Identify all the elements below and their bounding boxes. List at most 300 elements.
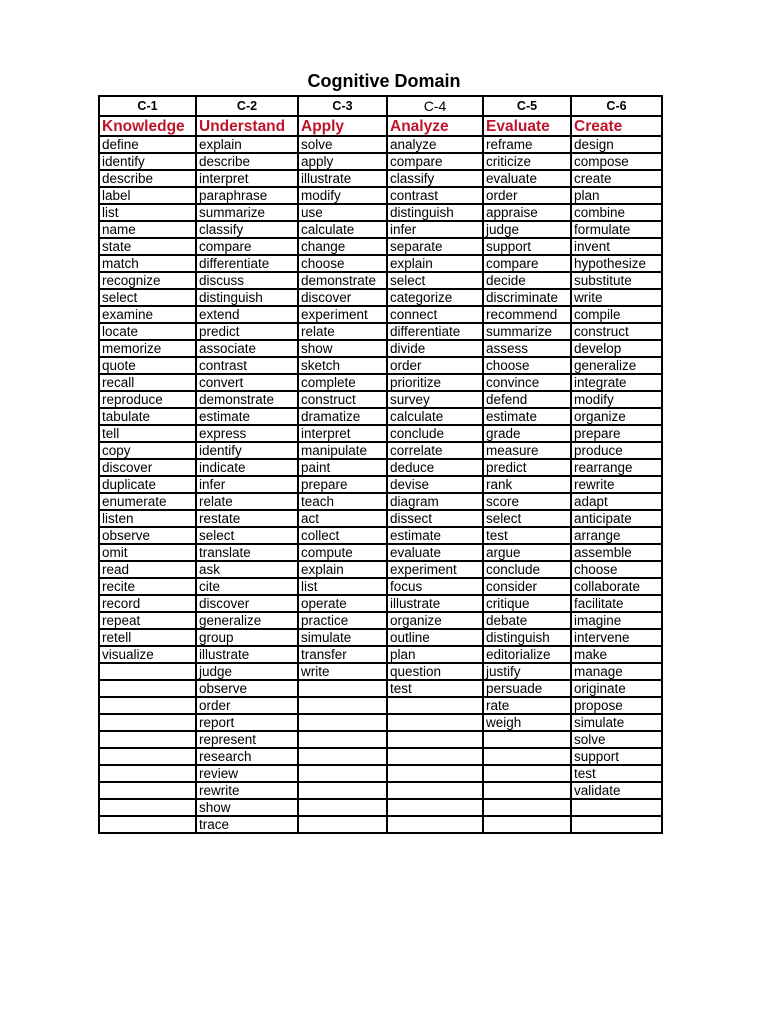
verb-cell: organize [571,408,662,425]
verb-cell: prepare [571,425,662,442]
verb-cell: discriminate [483,289,571,306]
verb-cell [99,765,196,782]
table-row [99,425,662,442]
verb-cell: manage [571,663,662,680]
verb-cell: create [571,170,662,187]
verb-cell [483,782,571,799]
verb-cell: calculate [298,221,387,238]
verb-cell [99,782,196,799]
verb-cell: compare [196,238,298,255]
verb-cell: support [571,748,662,765]
verb-cell [298,748,387,765]
verb-cell: state [99,238,196,255]
verb-cell [99,816,196,833]
verb-cell: predict [483,459,571,476]
level-code: C-2 [196,96,298,116]
verb-cell: categorize [387,289,483,306]
verb-cell: collect [298,527,387,544]
verb-cell: change [298,238,387,255]
verb-cell [298,731,387,748]
verb-cell: rewrite [571,476,662,493]
verb-cell [571,799,662,816]
table-row [99,816,662,833]
verb-cell: justify [483,663,571,680]
verb-cell: anticipate [571,510,662,527]
verb-cell: reproduce [99,391,196,408]
verb-cell: explain [196,136,298,153]
verb-cell [387,816,483,833]
verb-cell: summarize [483,323,571,340]
verb-cell: transfer [298,646,387,663]
table-row [99,748,662,765]
verb-cell: make [571,646,662,663]
table-row [99,306,662,323]
verb-cell: summarize [196,204,298,221]
verb-cell: demonstrate [196,391,298,408]
verb-cell [483,748,571,765]
verb-cell: observe [99,527,196,544]
table-row [99,731,662,748]
verb-cell: repeat [99,612,196,629]
table-row [99,289,662,306]
verb-cell: associate [196,340,298,357]
verb-cell [298,782,387,799]
verb-cell [298,765,387,782]
verb-cell: judge [196,663,298,680]
table-row [99,255,662,272]
table-row [99,272,662,289]
verb-cell: experiment [387,561,483,578]
verb-cell: interpret [298,425,387,442]
verb-cell: identify [196,442,298,459]
verb-cell: simulate [571,714,662,731]
verb-cell: review [196,765,298,782]
verb-cell: survey [387,391,483,408]
verb-cell: translate [196,544,298,561]
verb-cell: test [483,527,571,544]
verb-cell: appraise [483,204,571,221]
verb-cell: demonstrate [298,272,387,289]
verb-cell: prioritize [387,374,483,391]
verb-cell: ask [196,561,298,578]
verb-cell [483,731,571,748]
verb-cell [99,663,196,680]
verb-cell: describe [196,153,298,170]
verb-cell: rearrange [571,459,662,476]
verb-cell: test [387,680,483,697]
verb-cell: develop [571,340,662,357]
verb-cell: modify [571,391,662,408]
verb-cell: interpret [196,170,298,187]
verb-cell: correlate [387,442,483,459]
verb-cell [298,680,387,697]
verb-cell: plan [387,646,483,663]
verb-cell: reframe [483,136,571,153]
verb-cell: compose [571,153,662,170]
verb-cell: connect [387,306,483,323]
verb-cell: weigh [483,714,571,731]
verb-cell: separate [387,238,483,255]
verb-cell: quote [99,357,196,374]
verb-cell: write [298,663,387,680]
verb-cell: plan [571,187,662,204]
verb-cell: estimate [196,408,298,425]
verb-cell: enumerate [99,493,196,510]
verb-cell: facilitate [571,595,662,612]
verb-cell: adapt [571,493,662,510]
verb-cell: infer [196,476,298,493]
verb-cell: operate [298,595,387,612]
verb-cell: describe [99,170,196,187]
verb-cell: represent [196,731,298,748]
cognitive-domain-table [98,95,663,834]
verb-cell: rate [483,697,571,714]
level-code: C-3 [298,96,387,116]
category-header: Understand [196,116,298,136]
verb-cell: indicate [196,459,298,476]
verb-cell [99,714,196,731]
verb-cell: rank [483,476,571,493]
verb-cell [298,816,387,833]
verb-cell: relate [298,323,387,340]
verb-cell: order [387,357,483,374]
category-header-row [99,116,662,136]
verb-cell [387,714,483,731]
table-row [99,391,662,408]
verb-cell: judge [483,221,571,238]
verb-cell: deduce [387,459,483,476]
verb-cell: classify [196,221,298,238]
verb-cell: debate [483,612,571,629]
verb-cell: predict [196,323,298,340]
verb-cell: arrange [571,527,662,544]
verb-cell: omit [99,544,196,561]
verb-cell [387,731,483,748]
verb-cell: calculate [387,408,483,425]
verb-cell: measure [483,442,571,459]
verb-cell: sketch [298,357,387,374]
verb-cell: evaluate [387,544,483,561]
verb-cell: illustrate [298,170,387,187]
verb-cell: relate [196,493,298,510]
verb-cell [571,816,662,833]
verb-cell: choose [483,357,571,374]
verb-cell: retell [99,629,196,646]
table-row [99,680,662,697]
verb-cell: contrast [196,357,298,374]
level-code: C-6 [571,96,662,116]
verb-cell: estimate [387,527,483,544]
verb-cell: contrast [387,187,483,204]
verb-cell: convert [196,374,298,391]
verb-cell: read [99,561,196,578]
verb-cell [483,816,571,833]
verb-cell: locate [99,323,196,340]
verb-cell: recommend [483,306,571,323]
verb-cell: infer [387,221,483,238]
verb-cell: rewrite [196,782,298,799]
table-row [99,476,662,493]
verb-cell: compare [483,255,571,272]
table-row [99,714,662,731]
verb-cell: organize [387,612,483,629]
verb-cell [387,748,483,765]
verb-cell: defend [483,391,571,408]
table-row [99,357,662,374]
verb-cell: focus [387,578,483,595]
verb-cell: memorize [99,340,196,357]
table-row [99,612,662,629]
verb-cell: select [196,527,298,544]
verb-cell [387,799,483,816]
verb-cell: outline [387,629,483,646]
table-row [99,510,662,527]
verb-cell: combine [571,204,662,221]
verb-cell: assemble [571,544,662,561]
verb-cell: manipulate [298,442,387,459]
verb-cell [387,697,483,714]
verb-cell: examine [99,306,196,323]
verb-cell: consider [483,578,571,595]
table-row [99,442,662,459]
verb-cell: discuss [196,272,298,289]
verb-cell: research [196,748,298,765]
category-header: Apply [298,116,387,136]
verb-cell: integrate [571,374,662,391]
verb-cell: grade [483,425,571,442]
verb-cell: compile [571,306,662,323]
verb-cell: show [196,799,298,816]
verb-cell [298,697,387,714]
verb-cell: differentiate [387,323,483,340]
verb-cell: define [99,136,196,153]
verb-cell: compute [298,544,387,561]
verb-cell: discover [196,595,298,612]
table-row [99,323,662,340]
verb-cell: divide [387,340,483,357]
table-row [99,408,662,425]
verb-cell: match [99,255,196,272]
verb-cell: illustrate [387,595,483,612]
verb-cell: imagine [571,612,662,629]
verb-cell: extend [196,306,298,323]
verb-cell: classify [387,170,483,187]
verb-cell: simulate [298,629,387,646]
verb-cell: support [483,238,571,255]
verb-cell: dissect [387,510,483,527]
verb-cell: discover [298,289,387,306]
verb-cell: editorialize [483,646,571,663]
table-row [99,578,662,595]
verb-cell: evaluate [483,170,571,187]
verb-cell: explain [387,255,483,272]
verb-cell [99,697,196,714]
verb-cell: generalize [571,357,662,374]
verb-cell: trace [196,816,298,833]
level-code-row [99,96,662,116]
table-row [99,629,662,646]
table-row [99,493,662,510]
verb-cell [387,765,483,782]
verb-cell: act [298,510,387,527]
verb-cell: select [387,272,483,289]
verb-cell: show [298,340,387,357]
verb-cell: listen [99,510,196,527]
verb-cell: write [571,289,662,306]
table-row [99,646,662,663]
table-row [99,153,662,170]
verb-cell: tabulate [99,408,196,425]
verb-cell: score [483,493,571,510]
table-row [99,782,662,799]
verb-cell: visualize [99,646,196,663]
level-code: C-5 [483,96,571,116]
page-title: Cognitive Domain [307,71,461,91]
verb-cell: practice [298,612,387,629]
verb-cell [298,714,387,731]
category-header: Evaluate [483,116,571,136]
verb-cell: distinguish [387,204,483,221]
verb-cell: experiment [298,306,387,323]
verb-cell: conclude [387,425,483,442]
verb-cell: report [196,714,298,731]
verb-cell: question [387,663,483,680]
verb-cell: distinguish [196,289,298,306]
verb-cell [99,731,196,748]
table-row [99,544,662,561]
verb-cell: compare [387,153,483,170]
verb-cell [387,782,483,799]
verb-cell: analyze [387,136,483,153]
verb-cell: order [196,697,298,714]
verb-cell: choose [298,255,387,272]
verb-cell: tell [99,425,196,442]
verb-cell: teach [298,493,387,510]
verb-cell: complete [298,374,387,391]
verb-cell: convince [483,374,571,391]
verb-cell [483,765,571,782]
verb-cell [99,748,196,765]
verb-cell: choose [571,561,662,578]
verb-cell: construct [571,323,662,340]
verb-cell: produce [571,442,662,459]
verb-cell [298,799,387,816]
verb-cell: observe [196,680,298,697]
verb-cell: critique [483,595,571,612]
table-row [99,238,662,255]
verb-cell: conclude [483,561,571,578]
verb-cell: solve [571,731,662,748]
verb-cell: substitute [571,272,662,289]
verb-cell: hypothesize [571,255,662,272]
table-row [99,136,662,153]
verb-cell: prepare [298,476,387,493]
table-row [99,799,662,816]
verb-cell: recognize [99,272,196,289]
verb-cell: distinguish [483,629,571,646]
verb-cell: apply [298,153,387,170]
verb-cell: select [99,289,196,306]
verb-cell: cite [196,578,298,595]
verb-cell: validate [571,782,662,799]
verb-cell: discover [99,459,196,476]
verb-cell: criticize [483,153,571,170]
verb-cell: design [571,136,662,153]
verb-cell: diagram [387,493,483,510]
verb-cell: invent [571,238,662,255]
verb-cell: paraphrase [196,187,298,204]
verb-cell: solve [298,136,387,153]
verb-cell: test [571,765,662,782]
level-code: C-4 [387,96,483,116]
verb-cell: order [483,187,571,204]
verb-cell: list [99,204,196,221]
verb-cell: persuade [483,680,571,697]
verb-cell: intervene [571,629,662,646]
table-row [99,221,662,238]
verb-cell: propose [571,697,662,714]
category-header: Analyze [387,116,483,136]
verb-cell: illustrate [196,646,298,663]
verb-cell: record [99,595,196,612]
table-row [99,204,662,221]
table-row [99,527,662,544]
verb-cell [483,799,571,816]
verb-cell: list [298,578,387,595]
verb-cell: use [298,204,387,221]
table-row [99,765,662,782]
verb-cell: explain [298,561,387,578]
verb-cell: label [99,187,196,204]
verb-cell: copy [99,442,196,459]
verb-cell: construct [298,391,387,408]
verb-cell [99,680,196,697]
table-row [99,561,662,578]
table-row [99,340,662,357]
table-row [99,374,662,391]
verb-cell: originate [571,680,662,697]
table-row [99,663,662,680]
verb-cell: express [196,425,298,442]
verb-cell: duplicate [99,476,196,493]
table-row [99,459,662,476]
verb-cell: name [99,221,196,238]
verb-cell: assess [483,340,571,357]
verb-cell: modify [298,187,387,204]
level-code: C-1 [99,96,196,116]
verb-cell: formulate [571,221,662,238]
verb-cell: select [483,510,571,527]
table-row [99,187,662,204]
verb-cell: dramatize [298,408,387,425]
category-header: Knowledge [99,116,196,136]
category-header: Create [571,116,662,136]
verb-cell: group [196,629,298,646]
verb-cell: recall [99,374,196,391]
verb-cell: restate [196,510,298,527]
verb-cell: differentiate [196,255,298,272]
verb-cell: decide [483,272,571,289]
verb-cell: generalize [196,612,298,629]
verb-cell: paint [298,459,387,476]
verb-cell: recite [99,578,196,595]
verb-cell: collaborate [571,578,662,595]
table-row [99,595,662,612]
verb-cell [99,799,196,816]
verb-cell: argue [483,544,571,561]
table-row [99,170,662,187]
verb-cell: identify [99,153,196,170]
